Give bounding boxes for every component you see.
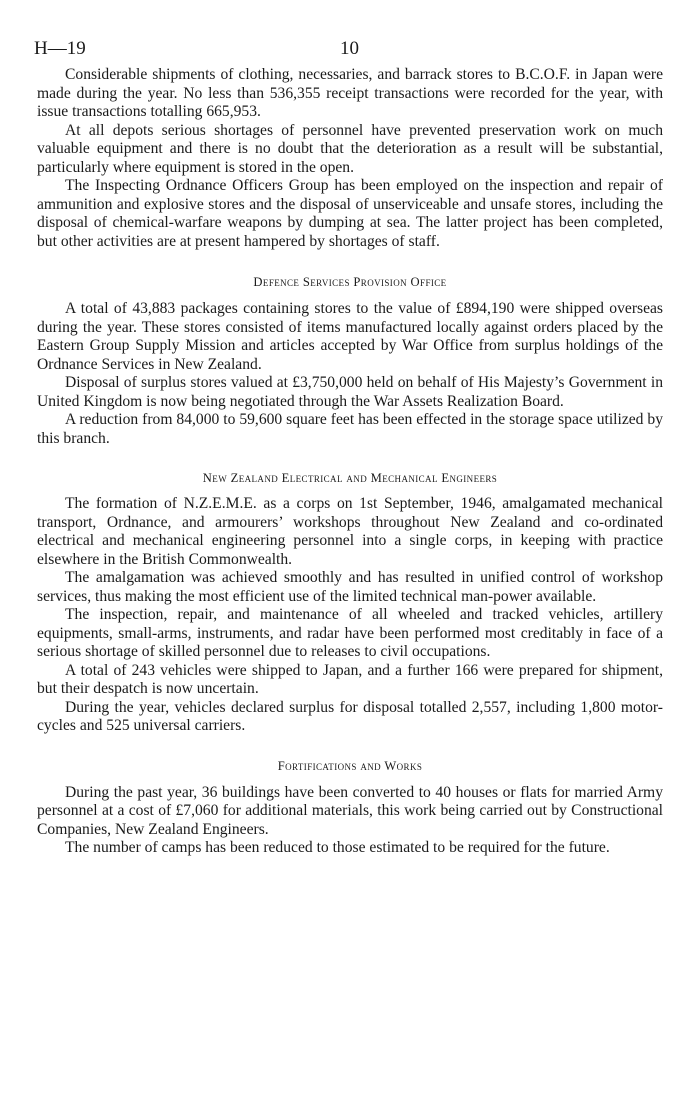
document-reference: H—19 [34,38,86,59]
paragraph: Disposal of surplus stores valued at £3,750,000 held on behalf of His Majesty’s Government in United Kingdom is now being negotiated through the War Assets Realization Board. [37,374,663,410]
paragraph: The number of camps has been reduced to those estimated to be required for the future. [65,839,610,856]
page-body [37,66,663,858]
paragraph: The inspection, repair, and maintenance of all wheeled and tracked vehicles, artillery equipments, small-arms, instruments, and radar have been performed most creditably in face of a serious shortage of skilled personnel due to releases to civil occupations. [37,606,663,660]
paragraph: The Inspecting Ordnance Officers Group has been employed on the inspection and repair of ammunition and explosive stores and the disposal of unserviceable and unsafe stores, including the disposal of chemical-warfare weapons by dumping at sea. The latter project has been completed, but other activities are at present hampered by shortages of staff. [37,177,663,250]
section-heading: New Zealand Electrical and Mechanical Engineers [202,471,498,485]
page-header [34,38,666,60]
paragraph: A total of 243 vehicles were shipped to Japan, and a further 166 were prepared for shipment, but their despatch is now uncertain. [37,661,663,697]
paragraph: A reduction from 84,000 to 59,600 square feet has been effected in the storage space utilized by this branch. [37,411,663,447]
paragraph: Considerable shipments of clothing, necessaries, and barrack stores to B.C.O.F. in Japan were made during the year. No less than 536,355 receipt transactions were recorded for the year, with issue transactions totalling 665,953. [37,66,663,120]
paragraph: During the year, vehicles declared surplus for disposal totalled 2,557, including 1,800 motor-cycles and 525 universal carriers. [37,698,663,734]
paragraph: A total of 43,883 packages containing stores to the value of £894,190 were shipped overseas during the year. These stores consisted of items manufactured locally against orders placed by the Eastern Group Supply Mission and articles accepted by War Office from surplus holdings of the Ordnance Services in New Zealand. [37,300,663,373]
paragraph: During the past year, 36 buildings have been converted to 40 houses or flats for married Army personnel at a cost of £7,060 for additional materials, this work being carried out by Constructional Companies, New Zealand Engineers. [37,783,663,838]
page-number: 10 [340,38,359,59]
section-heading: Defence Services Provision Office [253,275,447,289]
paragraph: The amalgamation was achieved smoothly and has resulted in unified control of workshop services, thus making the most efficient use of the limited technical man-power available. [37,569,663,605]
paragraph: The formation of N.Z.E.M.E. as a corps on 1st September, 1946, amalgamated mechanical transport, Ordnance, and armourers’ workshops throughout New Zealand and co-ordinated electrical and mechanical engineering personnel into a single corps, in keeping with practice elsewhere in the British Commonwealth. [37,495,663,568]
section-heading: Fortifications and Works [277,758,423,773]
paragraph: At all depots serious shortages of personnel have prevented preservation work on much valuable equipment and there is no doubt that the deterioration as a result will be substantial, particularly where equipment is stored in the open. [37,121,663,176]
